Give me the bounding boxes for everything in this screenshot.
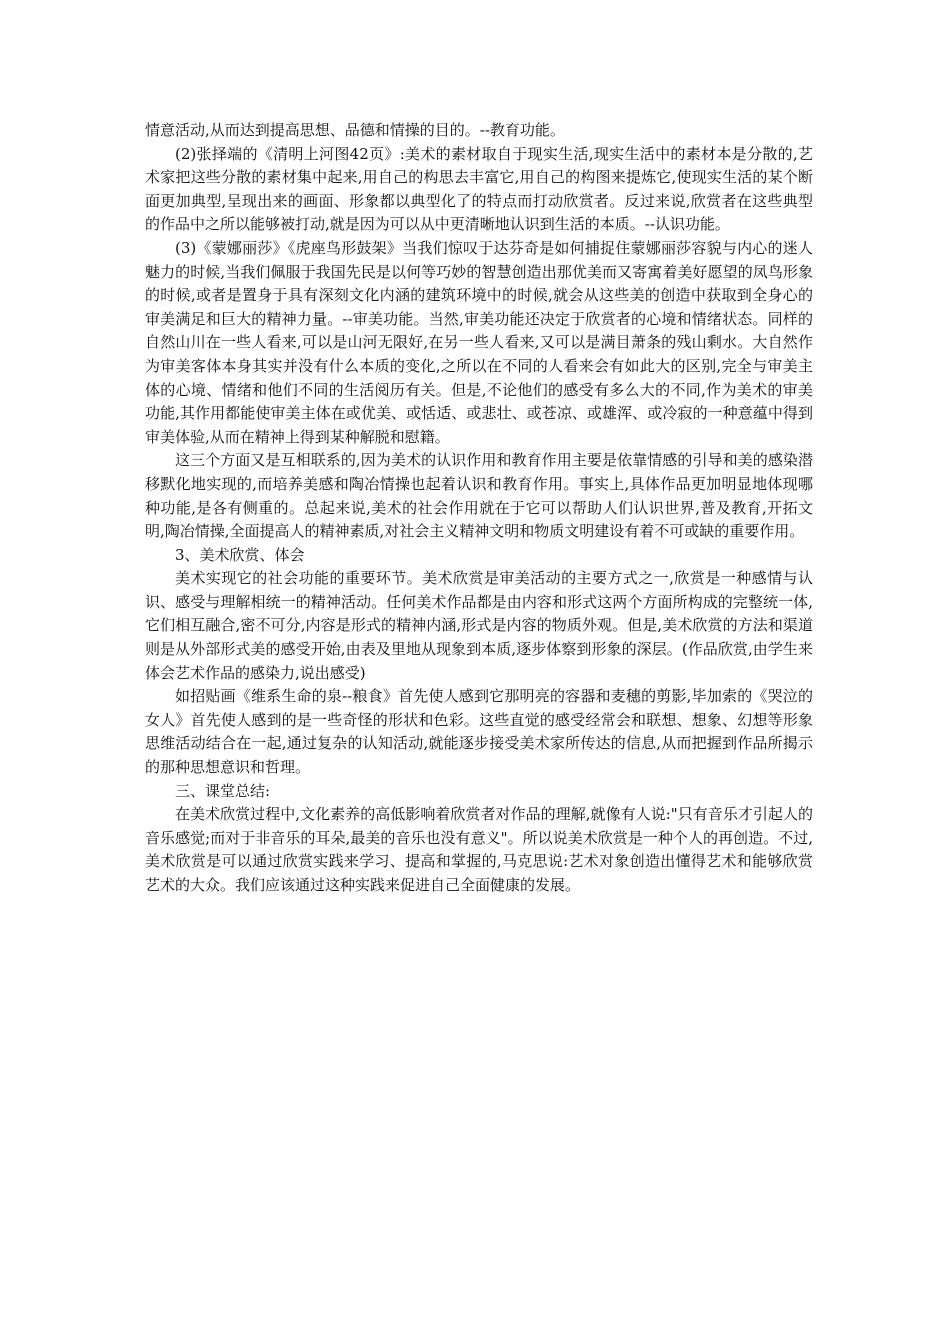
paragraph-summary: 在美术欣赏过程中,文化素养的高低影响着欣赏者对作品的理解,就像有人说:"只有音乐才引起人的音乐感觉;而对于非音乐的耳朵,最美的音乐也没有意义"。所以说美术欣赏是一种个人的再创造。不过,美术欣赏是可以通过欣赏实践来学习、提高和掌握的,马克思说:艺术对象创造出懂得艺术和能够欣赏艺术的大众。我们应该通过这种实践来促进自己全面健康的发展。 — [145, 805, 813, 894]
paragraph-cognitive-function: (2)张择端的《清明上河图42页》:美术的素材取自于现实生活,现实生活中的素材本是分散的,艺术家把这些分散的素材集中起来,用自己的构思去丰富它,用自己的构图来提炼它,使现实生活的某个断面更加典型,呈现出来的画面、形象都以典型化了的特点而打动欣赏者。反过来说,欣赏者在这些典型的作品中之所以能够被打动,就是因为可以从中更清晰地认识到生活的本质。--认识功能。 — [145, 144, 813, 234]
paragraph-education-function-end: 情意活动,从而达到提高思想、品德和情操的目的。--教育功能。 — [145, 121, 565, 139]
paragraph-interconnection: 这三个方面又是互相联系的,因为美术的认识作用和教育作用主要是依靠情感的引导和美的感染潜移默化地实现的,而培养美感和陶冶情操也起着认识和教育作用。事实上,具体作品更加明显地体现哪种功能,是各有侧重的。总起来说,美术的社会作用就在于它可以帮助人们认识世界,普及教育,开拓文明,陶冶情操,全面提高人的精神素质,对社会主义精神文明和物质文明建设有着不可或缺的重要作用。 — [145, 451, 813, 541]
document-page — [145, 119, 813, 898]
paragraph-poster-example: 如招贴画《维系生命的泉--粮食》首先使人感到它那明亮的容器和麦穗的剪影,毕加索的《哭泣的女人》首先使人感到的是一些奇怪的形状和色彩。这些直觉的感受经常会和联想、想象、幻想等形象思维活动结合在一起,通过复杂的认知活动,就能逐步接受美术家所传达的信息,从而把握到作品所揭示的那种思想意识和哲理。 — [145, 687, 813, 777]
paragraph-aesthetic-function: (3)《蒙娜丽莎》《虎座鸟形鼓架》当我们惊叹于达芬奇是如何捕捉住蒙娜丽莎容貌与内心的迷人魅力的时候,当我们佩服于我国先民是以何等巧妙的智慧创造出那优美而又寄寓着美好愿望的凤鸟形象的时候,或者是置身于具有深刻文化内涵的建筑环境中的时候,就会从这些美的创造中获取到全身心的审美满足和巨大的精神力量。--审美功能。当然,审美功能还决定于欣赏者的心境和情绪状态。同样的自然山川在一些人看来,可以是山河无限好,在另一些人看来,又可以是满目萧条的残山剩水。大自然作为审美客体本身其实并没有什么本质的变化,之所以在不同的人看来会有如此大的区别,完全与审美主体的心境、情绪和他们不同的生活阅历有关。但是,不论他们的感受有多么大的不同,作为美术的审美功能,其作用都能使审美主体在或优美、或恬适、或悲壮、或苍凉、或雄浑、或冷寂的一种意蕴中得到审美体验,从而在精神上得到某种解脱和慰籍。 — [145, 238, 813, 446]
section-heading-appreciation: 3、美术欣赏、体会 — [175, 545, 305, 564]
paragraph-appreciation: 美术实现它的社会功能的重要环节。美术欣赏是审美活动的主要方式之一,欣赏是一种感情与认识、感受与理解相统一的精神活动。任何美术作品都是由内容和形式这两个方面所构成的完整统一体,它们相互融合,密不可分,内容是形式的精神内涵,形式是内容的物质外观。但是,美术欣赏的方法和渠道则是从外部形式美的感受开始,由表及里地从现象到本质,逐步体察到形象的深层。(作品欣赏,由学生来体会艺术作品的感染力,说出感受) — [145, 569, 813, 682]
section-heading-summary: 三、课堂总结: — [175, 781, 271, 800]
